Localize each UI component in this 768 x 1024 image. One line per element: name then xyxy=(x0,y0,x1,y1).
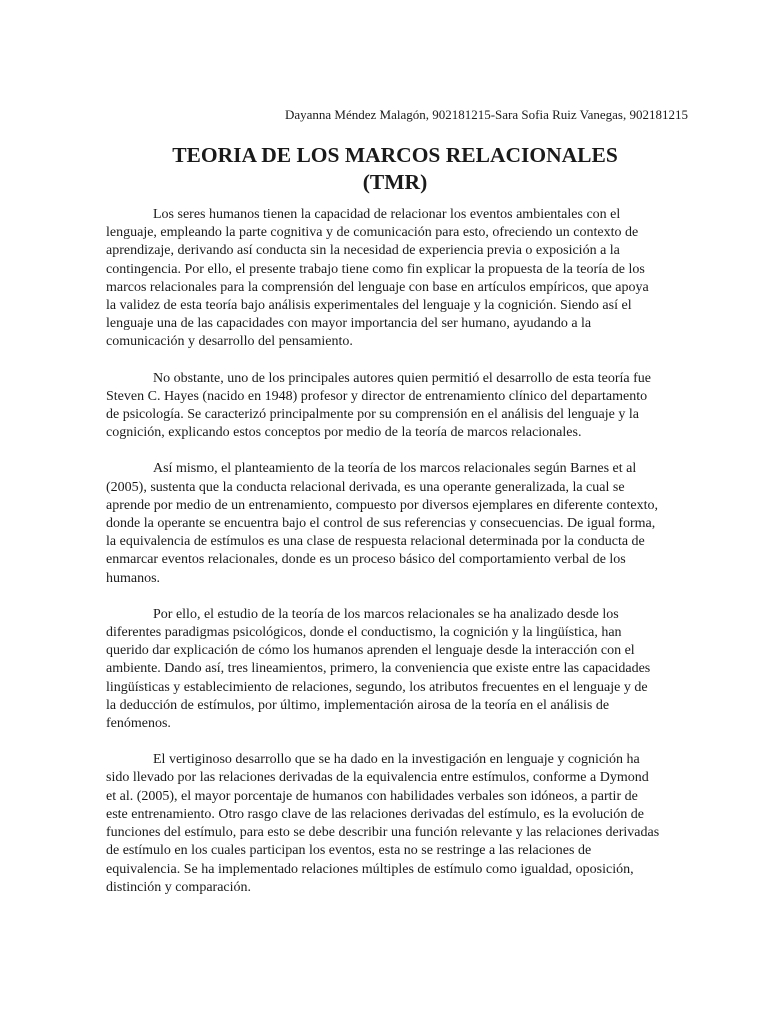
paragraph-introduction: Los seres humanos tienen la capacidad de relacionar los eventos ambientales con el lenguaje, empleando la parte cognitiva y de comunicación para esto, ofreciendo un contexto de aprendizaje, derivando así conducta sin la necesidad de experiencia previa o exposición a la contingencia. Por ello, el presente trabajo tiene como fin explicar la propuesta de la teoría de los marcos relacionales para la comprensión del lenguaje con base en artículos empíricos, que apoya la validez de esta teoría bajo análisis experimentales del lenguaje y la cognición. Siendo así el lenguaje una de las capacidades con mayor importancia del ser humano, ayudando a la comunicación y desarrollo del pensamiento. xyxy=(106,207,649,350)
paragraph-hayes: No obstante, uno de los principales autores quien permitió el desarrollo de esta teoría fue Steven C. Hayes (nacido en 1948) profesor y director de entrenamiento clínico del departamento de psicología. Se caracterizó principalmente por su comprensión en el análisis del lenguaje y la cognición, explicando estos conceptos por medio de la teoría de marcos relacionales. xyxy=(106,370,652,441)
author-line: Dayanna Méndez Malagón, 902181215-Sara Sofia Ruiz Vanegas, 902181215 xyxy=(284,107,688,122)
document-body xyxy=(106,206,660,915)
paragraph-paradigms: Por ello, el estudio de la teoría de los marcos relacionales se ha analizado desde los diferentes paradigmas psicológicos, donde el conductismo, la cognición y la lingüística, han querido dar explicación de cómo los humanos aprenden el lenguaje desde la interacción con el ambiente. Dando así, tres lineamientos, primero, la conveniencia que existe entre las capacidades lingüísticas y establecimiento de relaciones, segundo, los atributos frecuentes en el lenguaje y de la deducción de estímulos, por último, implementación airosa de la teoría en el análisis de fenómenos. xyxy=(106,606,651,732)
paragraph-barnes: Así mismo, el planteamiento de la teoría de los marcos relacionales según Barnes et al (2005), sustenta que la conducta relacional derivada, es una operante generalizada, la cual se aprende por medio de un entrenamiento, compuesto por diversos ejemplares en diferente contexto, donde la operante se encuentra bajo el control de sus referencias y consecuencias. De igual forma, la equivalencia de estímulos es una clase de respuesta relacional determinada por la conducta de enmarcar eventos relacionales, donde es un proceso básico del comportamiento verbal de los humanos. xyxy=(106,461,659,586)
paragraph-dymond: El vertiginoso desarrollo que se ha dado en la investigación en lenguaje y cognición ha sido llevado por las relaciones derivadas de la equivalencia entre estímulos, conforme a Dymond et al. (2005), el mayor porcentaje de humanos con habilidades verbales son idóneos, a partir de este entrenamiento. Otro rasgo clave de las relaciones derivadas del estímulo, es la evolución de funciones del estímulo, para esto se debe describir una función relevante y las relaciones derivadas de estímulo en los cuales participan los eventos, esta no se restringe a las relaciones de equivalencia. Se ha implementado relaciones múltiples de estímulo como igualdad, oposición, distinción y comparación. xyxy=(106,752,660,895)
document-title: TEORIA DE LOS MARCOS RELACIONALES (TMR) xyxy=(172,143,618,194)
